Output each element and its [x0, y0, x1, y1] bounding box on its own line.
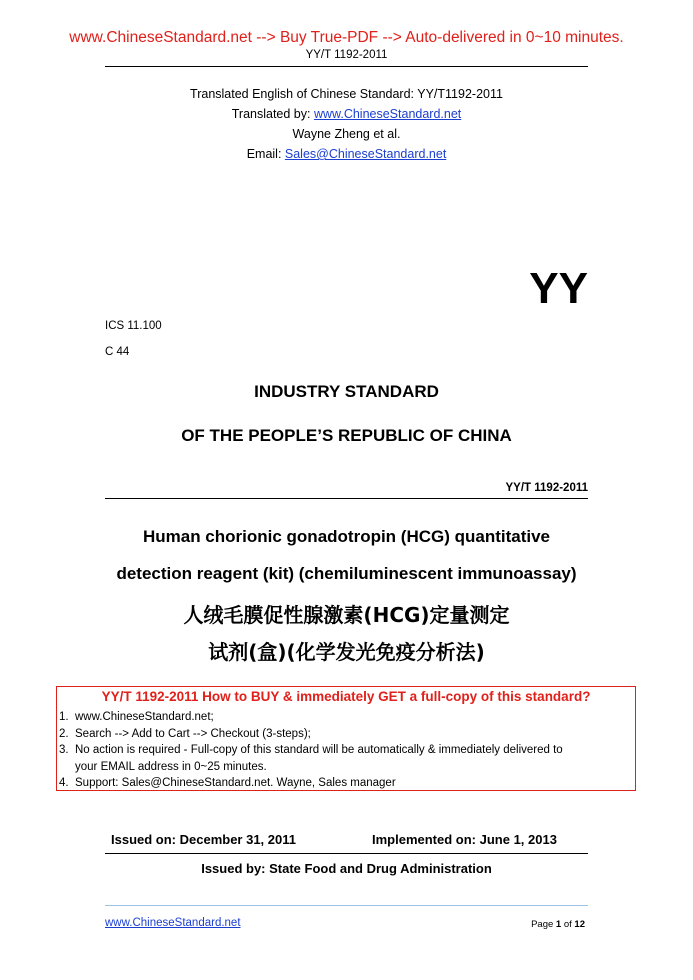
title-en-line2: detection reagent (kit) (chemiluminescent immunoassay)	[116, 564, 577, 583]
purchase-step-continuation: your EMAIL address in 0~25 minutes.	[75, 760, 267, 773]
purchase-info-box	[56, 686, 636, 791]
purchase-step: 1. www.ChineseStandard.net;	[59, 711, 214, 723]
prc-heading: OF THE PEOPLE’S REPUBLIC OF CHINA	[181, 426, 512, 445]
issuing-authority: Issued by: State Food and Drug Administration	[201, 861, 492, 876]
purchase-step-text: No action is required - Full-copy of this standard will be automatically & immediately delivered to	[75, 744, 563, 756]
issued-on-date: Issued on: December 31, 2011	[111, 832, 296, 847]
purchase-step: 3. No action is required - Full-copy of this standard will be automatically & immediately delivered to your EMAIL address in 0~25 minutes.	[59, 742, 563, 775]
purchase-step-text[interactable]: www.ChineseStandard.net;	[75, 711, 214, 723]
total-pages: 12	[574, 919, 585, 930]
page-number: Page 1 of 12	[531, 919, 585, 930]
header-rule	[105, 66, 588, 67]
code-rule	[105, 498, 588, 499]
email-line	[0, 144, 693, 164]
standard-code: YY/T 1192-2011	[505, 482, 588, 494]
email-label: Email:	[246, 147, 285, 161]
title-cn-line2: 试剂(盒)(化学发光免疫分析法)	[208, 640, 485, 664]
purchase-step-text: Search --> Add to Cart --> Checkout (3-steps);	[75, 727, 311, 740]
sales-email-link[interactable]: Sales@ChineseStandard.net	[284, 147, 447, 161]
footer-rule	[105, 905, 588, 906]
category-mark: YY	[529, 264, 588, 313]
translator-name: Wayne Zheng et al.	[292, 127, 401, 141]
implemented-on-date: Implemented on: June 1, 2013	[372, 832, 557, 847]
dates-rule	[105, 853, 588, 854]
current-page: 1	[555, 919, 562, 930]
running-header: YY/T 1192-2011	[305, 49, 388, 61]
title-cn-line1: 人绒毛膜促性腺激素(HCG)定量测定	[183, 603, 510, 627]
purchase-step: 4. Support: Sales@ChineseStandard.net. Wayne, Sales manager	[59, 777, 396, 789]
footer-site-link[interactable]: www.ChineseStandard.net	[105, 917, 241, 929]
purchase-steps	[59, 709, 563, 792]
industry-standard-heading: INDUSTRY STANDARD	[254, 382, 439, 401]
ics-code: ICS 11.100	[105, 320, 162, 332]
translated-standard-line: Translated English of Chinese Standard: YY/T1192-2011	[190, 87, 503, 101]
translated-by-label: Translated by:	[231, 107, 314, 121]
promo-banner[interactable]: www.ChineseStandard.net --> Buy True-PDF --> Auto-delivered in 0~10 minutes.	[69, 29, 624, 46]
translated-by-line	[0, 104, 693, 124]
title-en-line1: Human chorionic gonadotropin (HCG) quantitative	[142, 527, 551, 546]
ccs-code: C 44	[105, 346, 130, 358]
purchase-box-title: YY/T 1192-2011 How to BUY & immediately GET a full-copy of this standard?	[101, 689, 591, 704]
purchase-step: 2. Search --> Add to Cart --> Checkout (3-steps);	[59, 727, 311, 740]
translator-site-link[interactable]: www.ChineseStandard.net	[313, 107, 462, 121]
purchase-step-text: Support: Sales@ChineseStandard.net. Wayne, Sales manager	[75, 777, 396, 789]
translation-credits	[0, 84, 693, 164]
